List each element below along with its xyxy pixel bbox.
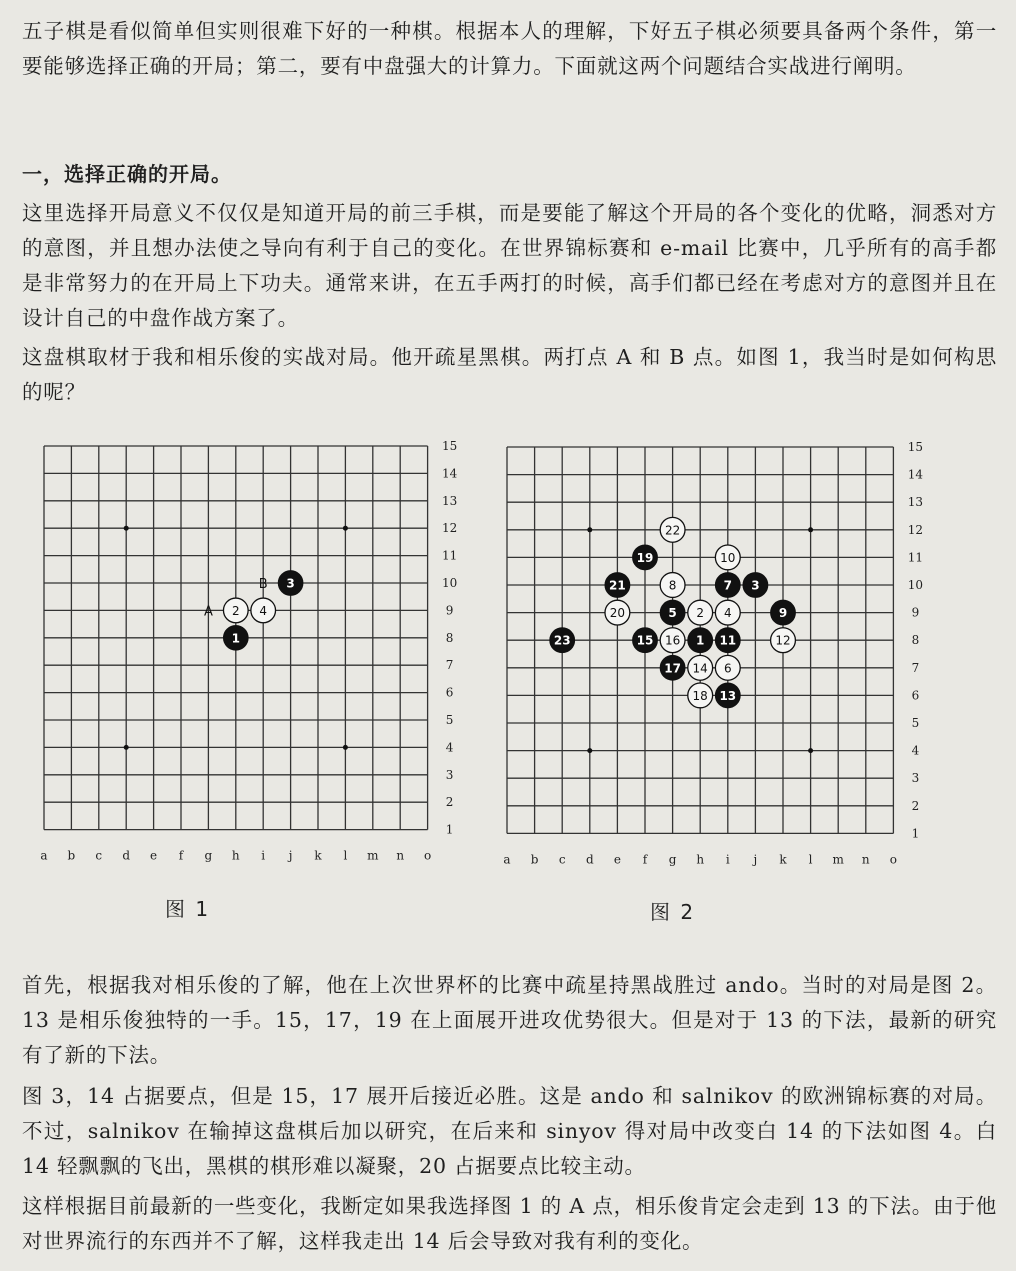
row-label: 9: [911, 605, 920, 620]
column-label: e: [150, 848, 158, 863]
column-label: g: [204, 848, 213, 863]
move-number: 5: [668, 606, 677, 621]
move-number: 21: [609, 578, 626, 593]
row-label: 7: [445, 658, 454, 673]
row-label: 4: [911, 743, 920, 758]
row-label: 3: [445, 767, 454, 782]
row-label: 14: [907, 467, 924, 482]
point-mark-A: A: [203, 604, 213, 620]
black-stone-3: [743, 573, 768, 598]
column-label: b: [530, 852, 539, 867]
move-number: 23: [553, 633, 571, 648]
paragraph-figure-3-4: 图 3，14 占据要点，但是 15，17 展开后接近必胜。这是 ando 和 salnikov 的欧洲锦标赛的对局。不过，salnikov 在输掉这盘棋后加以研究，在后来和 sinyov 得对局中改变白 14 的下法如图 4。白 14 轻飘飘的飞出，黑棋的棋形难以凝聚，20 占据要点比较主动。: [22, 1084, 997, 1178]
white-stone-4: [715, 600, 740, 625]
move-number: 8: [668, 578, 677, 593]
move-number: 3: [751, 578, 760, 593]
column-label: m: [367, 848, 379, 863]
star-point: [124, 745, 129, 750]
row-label: 9: [445, 603, 454, 618]
row-label: 12: [907, 522, 924, 537]
column-label: k: [314, 848, 322, 863]
white-stone-22: [660, 517, 685, 542]
star-point: [343, 745, 348, 750]
black-stone-21: [605, 573, 630, 598]
black-stone-13: [715, 683, 740, 708]
move-number: 4: [259, 603, 268, 618]
row-label: 5: [445, 713, 454, 727]
column-label: l: [808, 852, 813, 867]
black-stone-19: [633, 545, 658, 570]
paragraph-analysis: 首先，根据我对相乐俊的了解，他在上次世界杯的比赛中疏星持黑战胜过 ando。当时的对局是图 2。13 是相乐俊独特的一手。15，17，19 在上面展开进攻优势很大。但是对于 13 的下法，最新的研究有了新的下法。: [22, 973, 997, 1067]
star-point: [124, 526, 129, 531]
row-label: 1: [911, 826, 920, 841]
column-label: j: [753, 852, 758, 867]
row-label: 15: [907, 440, 924, 454]
column-label: o: [423, 848, 432, 863]
move-number: 7: [723, 578, 732, 593]
move-number: 20: [609, 606, 626, 621]
white-stone-4: [251, 598, 276, 623]
white-stone-2: [688, 600, 713, 625]
white-stone-8: [660, 573, 685, 598]
white-stone-2: [223, 598, 248, 623]
move-number: 11: [719, 633, 737, 648]
star-point: [587, 748, 592, 753]
column-label: c: [558, 852, 566, 867]
black-stone-7: [715, 573, 740, 598]
move-number: 6: [723, 661, 732, 676]
column-label: n: [396, 848, 405, 863]
move-number: 13: [719, 688, 737, 703]
row-label: 15: [441, 439, 458, 453]
row-label: 6: [911, 688, 920, 703]
move-number: 1: [231, 631, 240, 646]
row-label: 6: [445, 685, 454, 700]
white-stone-10: [715, 545, 740, 570]
column-label: l: [343, 848, 348, 863]
column-label: c: [95, 848, 103, 863]
move-number: 15: [636, 633, 654, 648]
figure-1-caption: 图 1: [165, 897, 211, 921]
column-label: i: [261, 848, 266, 863]
row-label: 5: [911, 716, 920, 730]
paragraph-conclusion: 这样根据目前最新的一些变化，我断定如果我选择图 1 的 A 点，相乐俊肯定会走到 13 的下法。由于他对世界流行的东西并不了解，这样我走出 14 后会导致对我有利的变化。: [22, 1194, 997, 1253]
column-label: m: [832, 852, 844, 867]
black-stone-1: [688, 628, 713, 653]
figure-2-board: [480, 430, 1016, 880]
move-number: 2: [696, 606, 705, 621]
column-label: a: [40, 848, 48, 863]
black-stone-9: [771, 600, 796, 625]
column-label: k: [779, 852, 787, 867]
row-label: 13: [907, 495, 924, 510]
white-stone-6: [715, 655, 740, 680]
column-label: e: [613, 852, 621, 867]
move-number: 22: [664, 523, 681, 538]
column-label: f: [178, 848, 184, 863]
row-label: 10: [907, 578, 924, 592]
row-label: 12: [441, 521, 458, 536]
black-stone-3: [278, 571, 303, 596]
move-number: 4: [723, 606, 732, 621]
column-label: o: [889, 852, 898, 867]
star-point: [808, 527, 813, 532]
figure-2-caption: 图 2: [650, 900, 696, 924]
column-label: a: [503, 852, 511, 867]
column-label: i: [725, 852, 730, 867]
paragraph-game-source: 这盘棋取材于我和相乐俊的实战对局。他开疏星黑棋。两打点 A 和 B 点。如图 1，我当时是如何构思的呢？: [22, 345, 997, 404]
point-mark-B: B: [258, 577, 268, 592]
white-stone-16: [660, 628, 685, 653]
row-label: 11: [907, 550, 924, 565]
row-label: 2: [911, 798, 920, 813]
column-label: d: [122, 848, 131, 863]
move-number: 19: [636, 550, 654, 565]
row-label: 8: [445, 630, 454, 645]
move-number: 9: [778, 606, 788, 621]
black-stone-15: [633, 628, 658, 653]
column-label: n: [861, 852, 870, 867]
row-label: 3: [911, 771, 920, 786]
white-stone-20: [605, 600, 630, 625]
paragraph-opening-choice: 这里选择开局意义不仅仅是知道开局的前三手棋，而是要能了解这个开局的各个变化的优略，洞悉对方的意图，并且想办法使之导向有利于自己的变化。在世界锦标赛和 e-mail 比赛中，几乎所有的高手都是非常努力的在开局上下功夫。通常来讲，在五手两打的时候，高手们都已经在考虑对方的意图并且在设计自己的中盘作战方案了。: [22, 201, 997, 330]
row-label: 7: [911, 660, 920, 675]
row-label: 14: [441, 466, 458, 481]
star-point: [343, 526, 348, 531]
row-label: 4: [445, 740, 454, 755]
white-stone-14: [688, 655, 713, 680]
move-number: 17: [664, 661, 681, 676]
column-label: g: [668, 852, 677, 867]
row-label: 13: [441, 493, 458, 508]
move-number: 3: [286, 576, 295, 591]
star-point: [808, 748, 813, 753]
column-label: j: [288, 848, 293, 863]
move-number: 14: [692, 661, 708, 676]
column-label: d: [585, 852, 594, 867]
column-label: f: [642, 852, 648, 867]
black-stone-23: [550, 628, 575, 653]
move-number: 16: [664, 633, 681, 648]
move-number: 2: [231, 603, 240, 618]
figure-1-board: [0, 430, 480, 880]
black-stone-17: [660, 655, 685, 680]
black-stone-11: [715, 628, 740, 653]
intro-paragraph: 五子棋是看似简单但实则很难下好的一种棋。根据本人的理解，下好五子棋必须要具备两个条件，第一要能够选择正确的开局；第二，要有中盘强大的计算力。下面就这两个问题结合实战进行阐明。: [22, 19, 997, 78]
column-label: h: [231, 848, 240, 863]
row-label: 10: [441, 576, 458, 590]
white-stone-12: [771, 628, 796, 653]
move-number: 18: [692, 688, 708, 703]
move-number: 10: [720, 550, 736, 565]
star-point: [587, 527, 592, 532]
black-stone-1: [223, 625, 248, 650]
black-stone-5: [660, 600, 685, 625]
move-number: 1: [696, 633, 705, 648]
column-label: h: [696, 852, 705, 867]
move-number: 12: [775, 633, 791, 648]
white-stone-18: [688, 683, 713, 708]
row-label: 11: [441, 548, 458, 563]
row-label: 1: [445, 822, 454, 837]
row-label: 8: [911, 633, 920, 648]
row-label: 2: [445, 795, 454, 810]
section-heading: 一，选择正确的开局。: [22, 162, 232, 186]
column-label: b: [67, 848, 76, 863]
